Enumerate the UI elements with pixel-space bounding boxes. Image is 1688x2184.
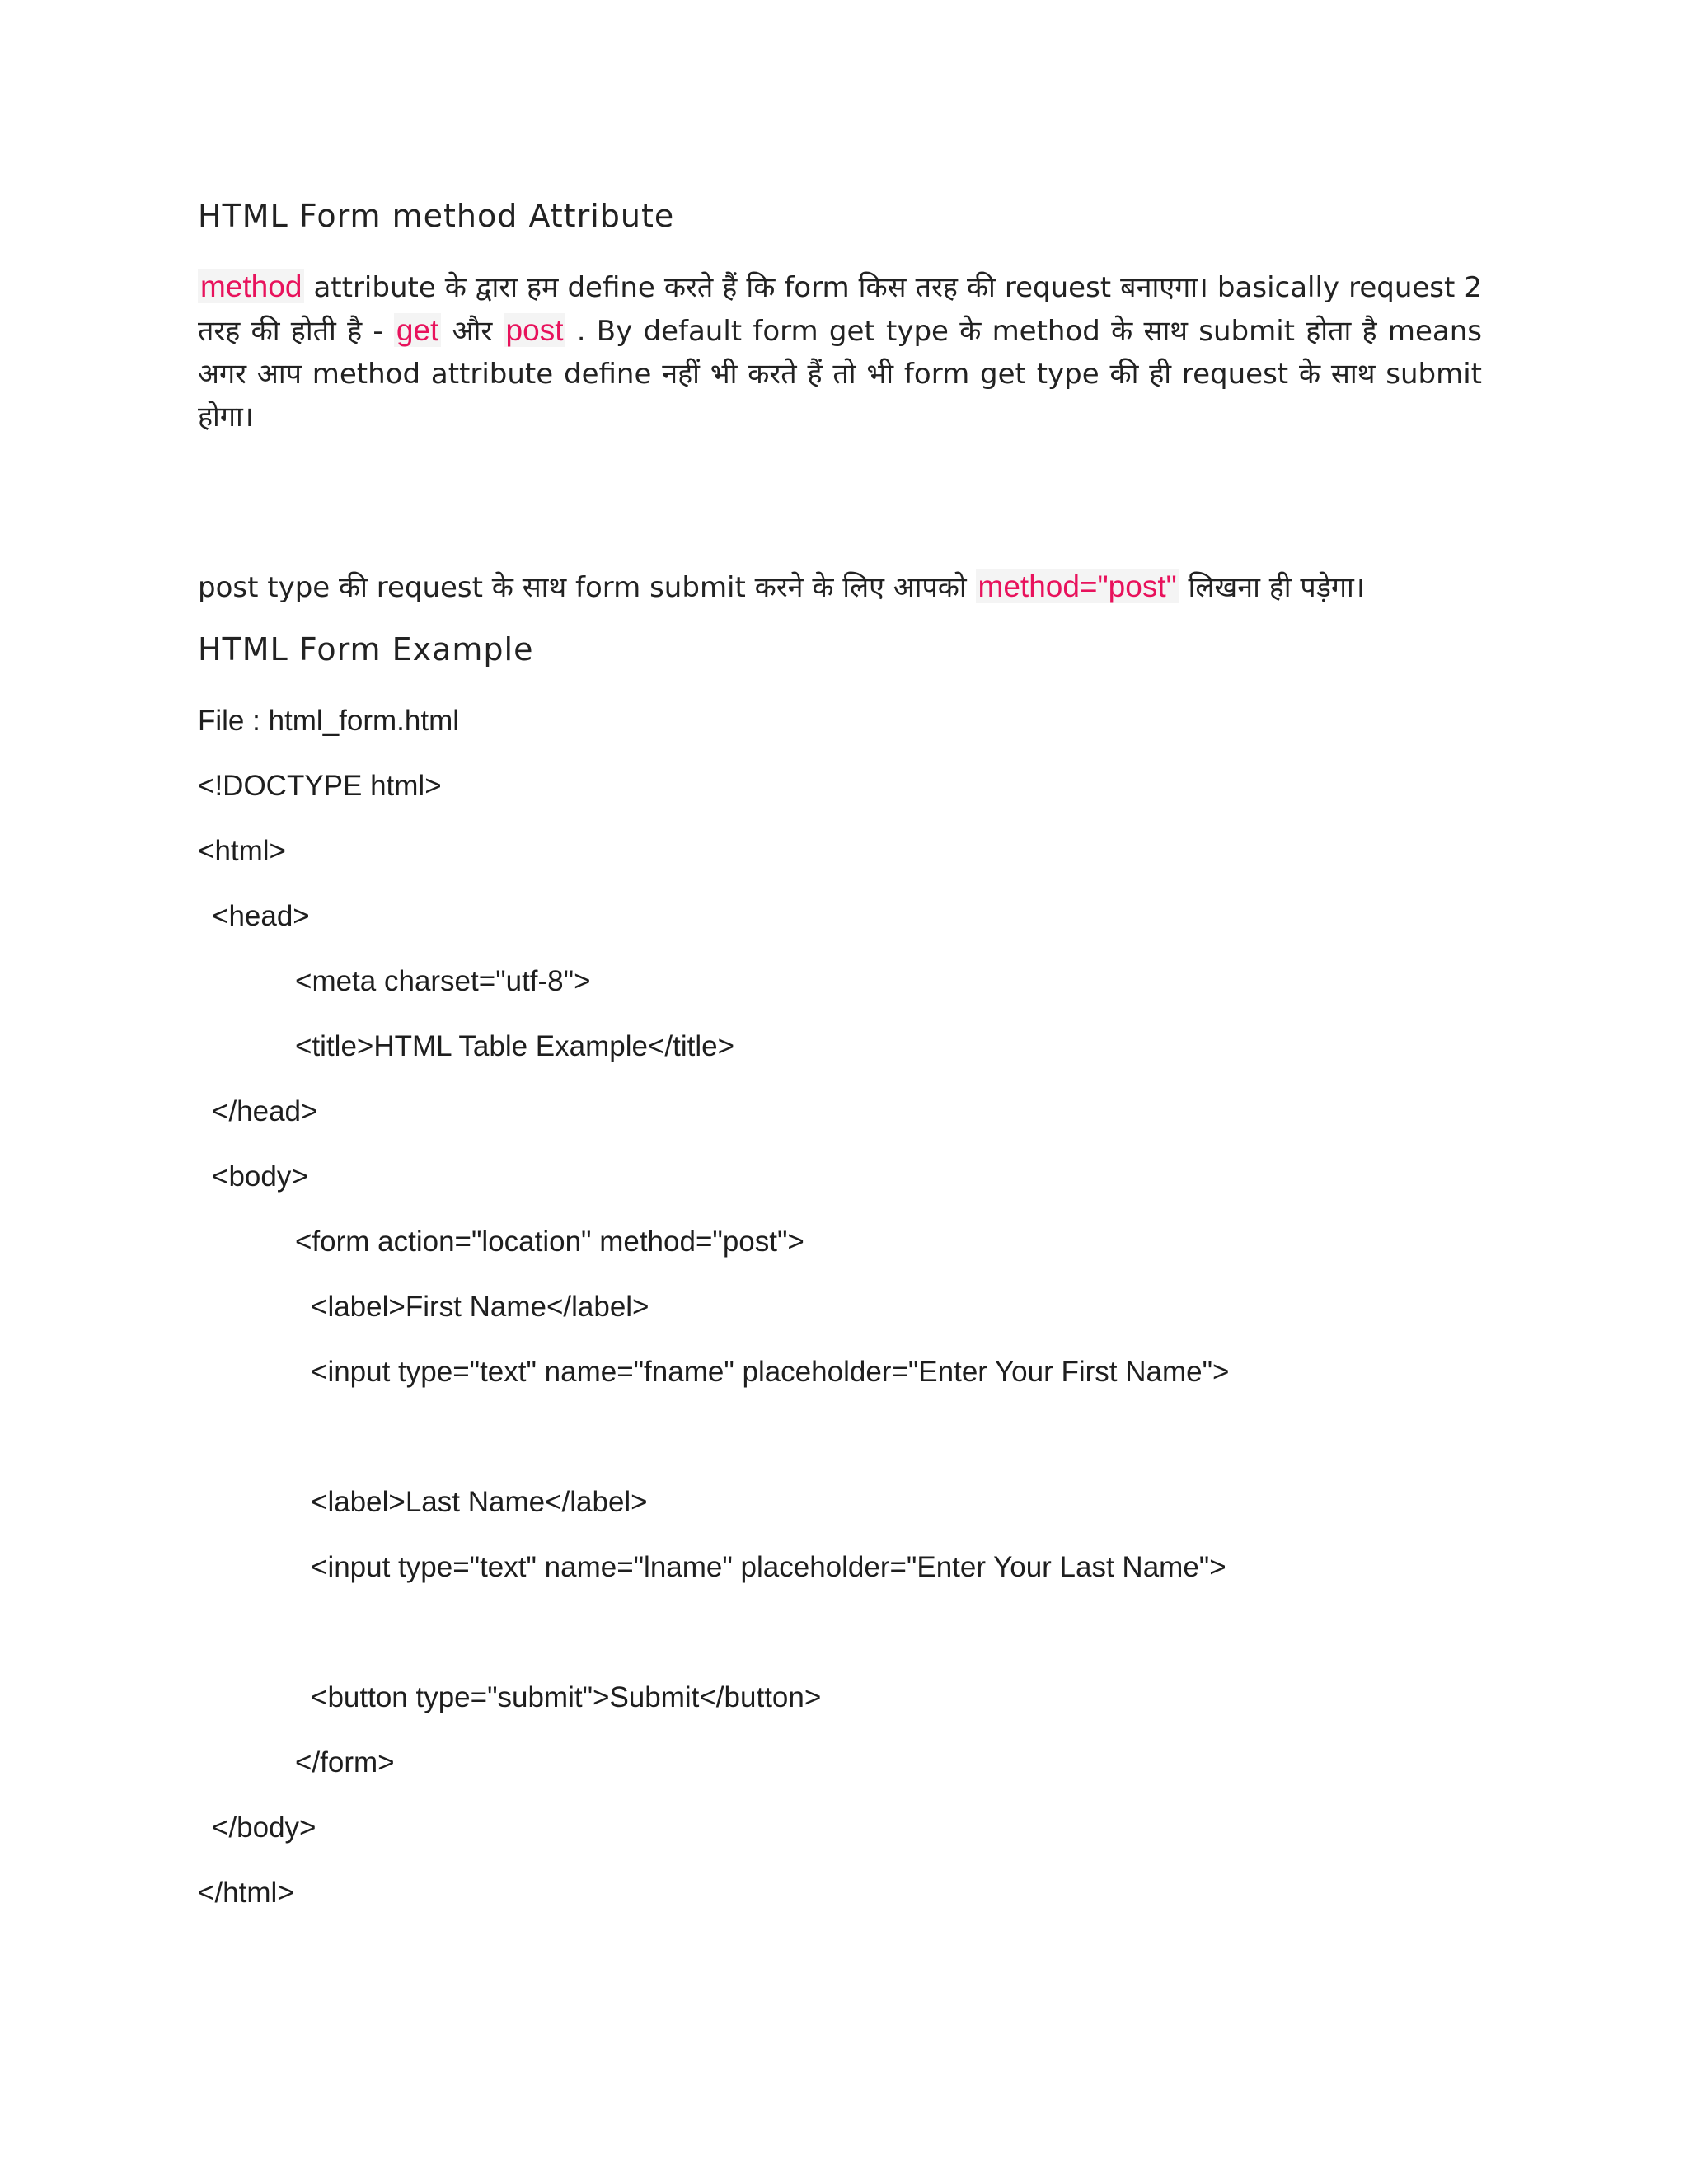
code-line: <html>	[198, 835, 286, 867]
code-line: <title>HTML Table Example</title>	[295, 1030, 735, 1062]
code-line: <button type="submit">Submit</button>	[311, 1681, 822, 1713]
keyword-post: post	[504, 313, 566, 347]
file-name-label: File : html_form.html	[198, 705, 459, 737]
section-heading-form-example: HTML Form Example	[198, 631, 534, 668]
code-line: <label>Last Name</label>	[311, 1486, 648, 1518]
keyword-method-post: method="post"	[976, 569, 1179, 603]
code-line: </head>	[212, 1095, 318, 1127]
section-heading-method-attribute: HTML Form method Attribute	[198, 198, 675, 234]
paragraph-text-1: attribute के द्वारा हम define करते हैं कि form किस तरह की request बनाएगा। basically request 2 तरह की होती है -	[198, 271, 1482, 348]
method-description-paragraph	[198, 265, 1482, 438]
code-line: <body>	[212, 1160, 308, 1193]
code-line: <input type="text" name="fname" placeholder="Enter Your First Name">	[311, 1356, 1230, 1388]
code-line: <head>	[212, 900, 310, 932]
code-line: <label>First Name</label>	[311, 1291, 649, 1323]
code-line: <meta charset="utf-8">	[295, 965, 591, 997]
keyword-get: get	[394, 313, 441, 347]
post-note-text-2: लिखना ही पड़ेगा।	[1179, 571, 1365, 604]
code-line: </html>	[198, 1877, 294, 1909]
paragraph-text-3: . By default form get type के method के साथ submit होता है means अगर आप method attribute define नहीं भी करते हैं तो भी form get type की ही request के साथ submit होगा।	[198, 315, 1482, 434]
post-method-note	[198, 567, 1365, 605]
keyword-method: method	[198, 269, 304, 303]
post-note-text-1: post type की request के साथ form submit करने के लिए आपको	[198, 571, 976, 604]
code-line: <!DOCTYPE html>	[198, 770, 442, 802]
code-line: </body>	[212, 1811, 316, 1844]
code-line: <form action="location" method="post">	[295, 1226, 804, 1258]
code-line: <input type="text" name="lname" placeholder="Enter Your Last Name">	[311, 1551, 1226, 1583]
paragraph-text-2: और	[441, 315, 504, 348]
code-line: </form>	[295, 1746, 395, 1779]
